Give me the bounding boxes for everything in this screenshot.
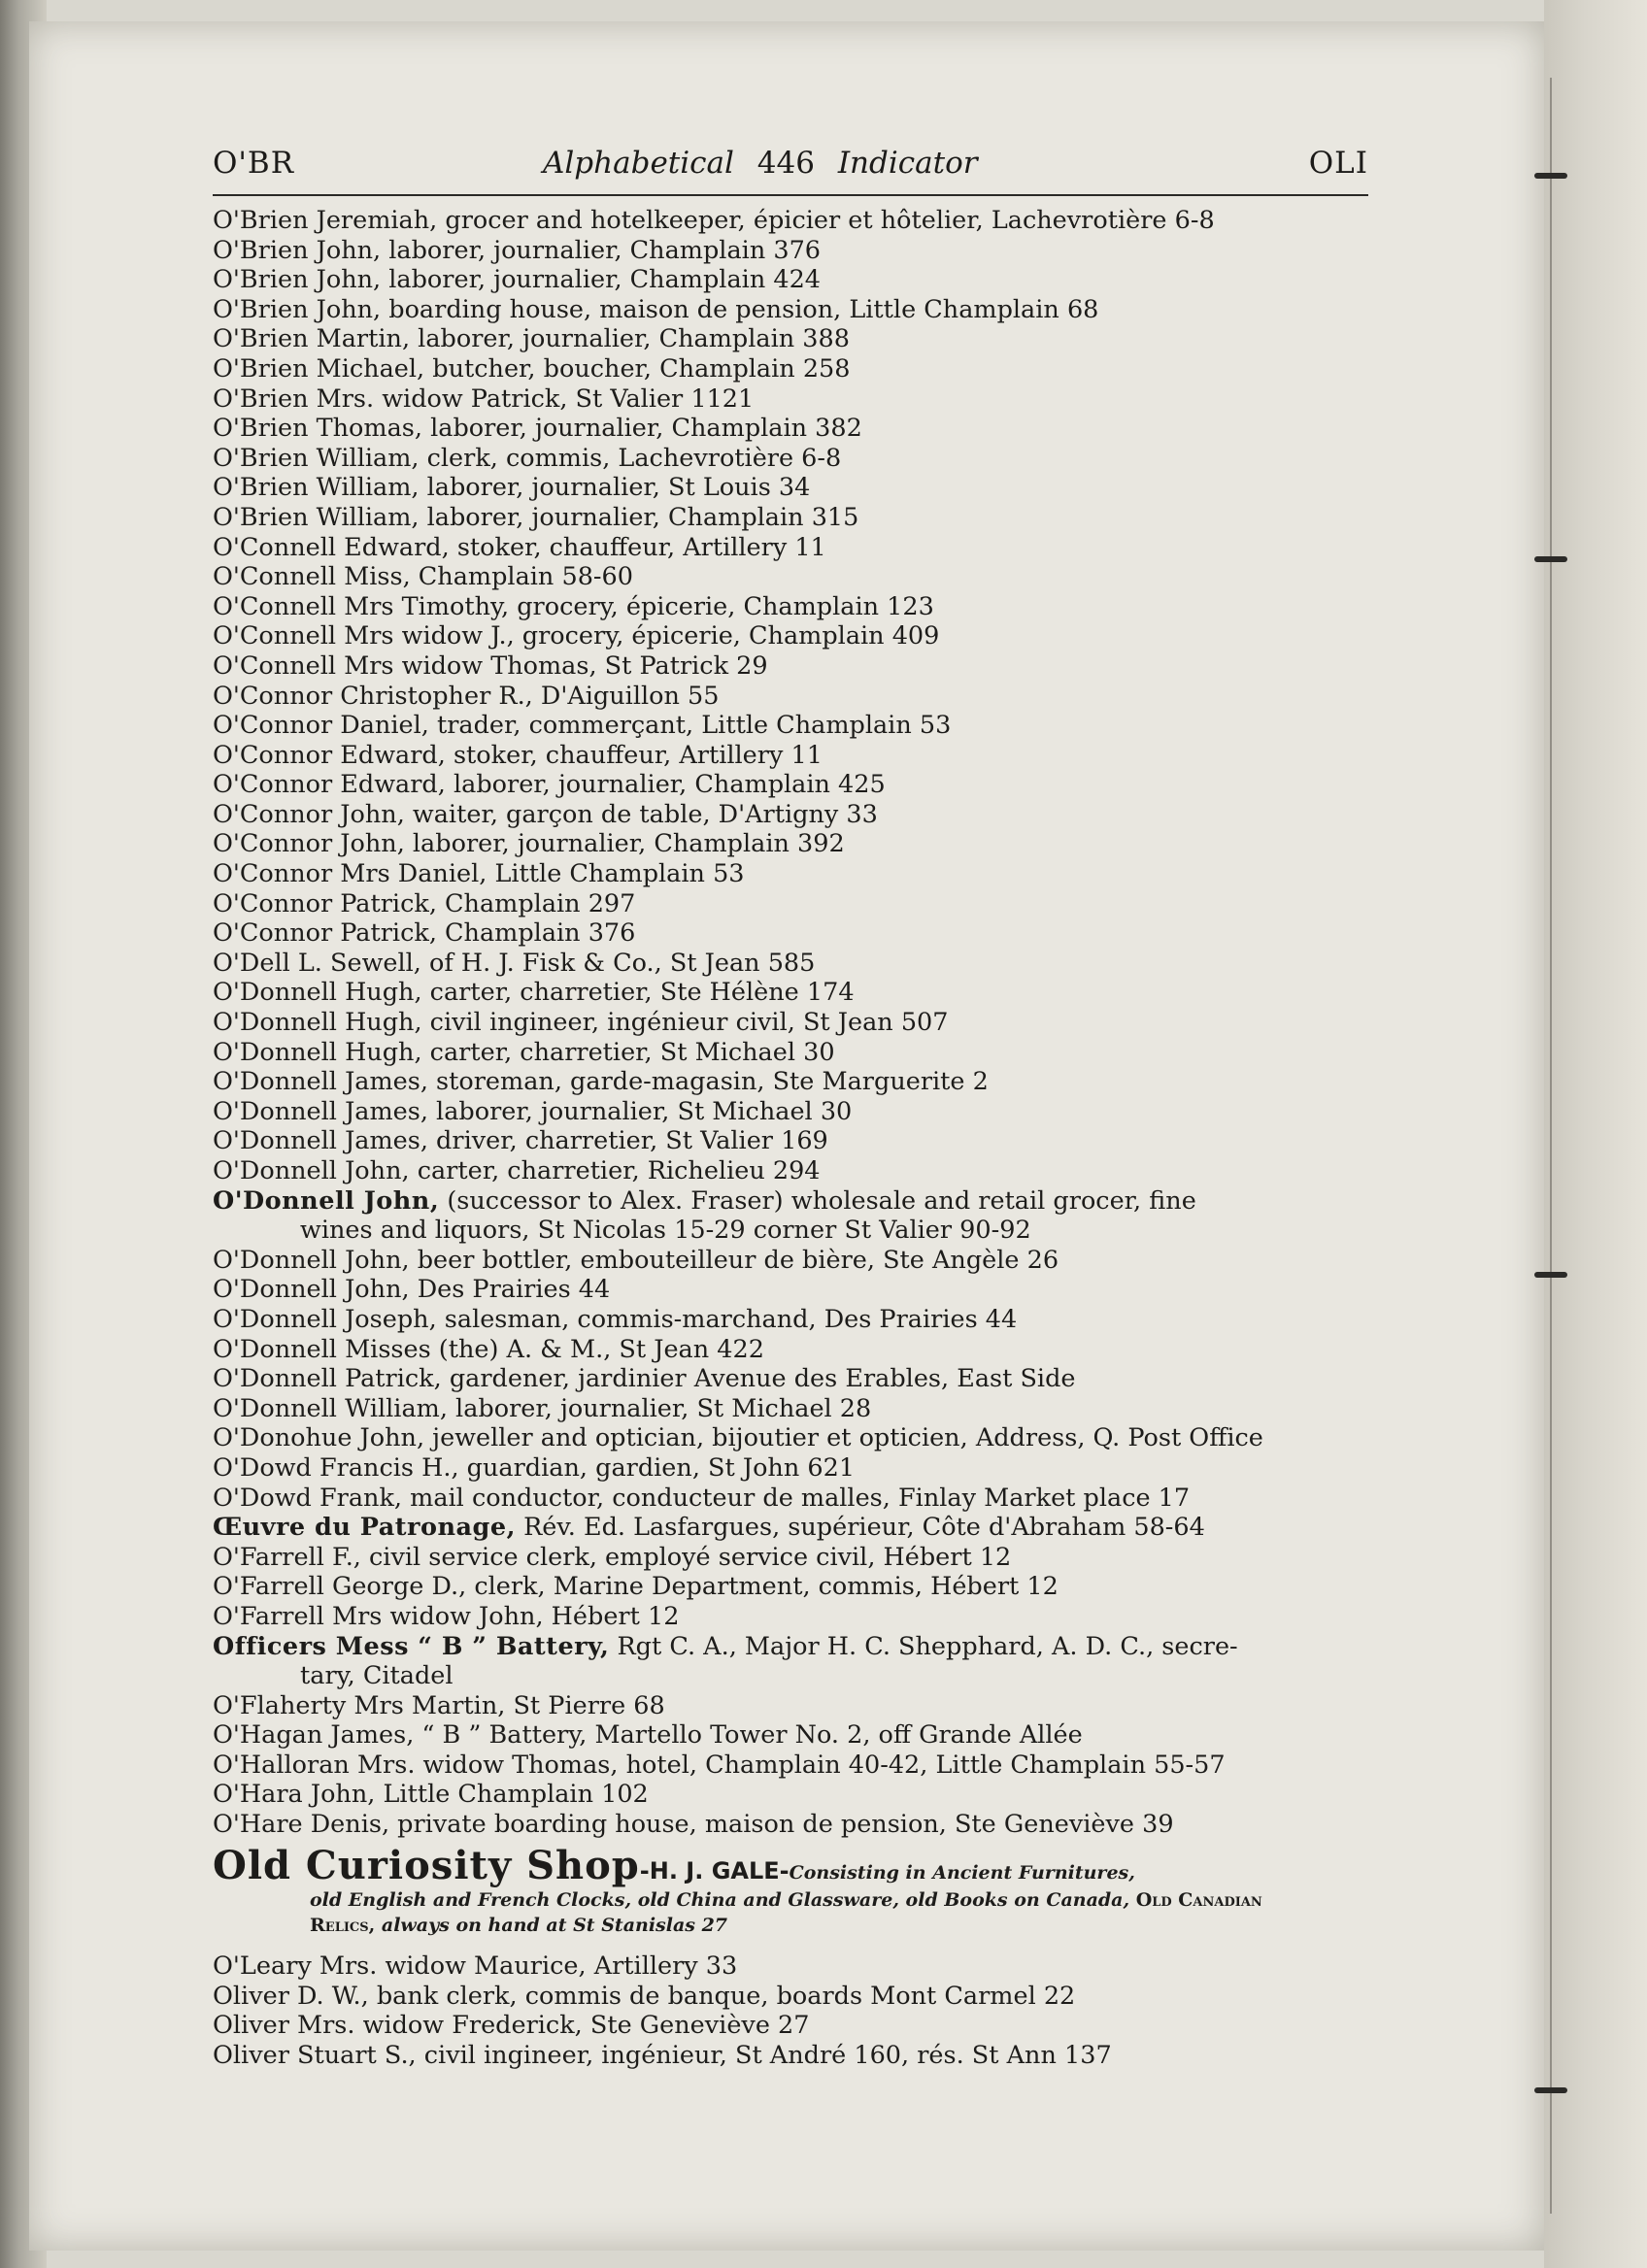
directory-entries — [213, 206, 1368, 2071]
header-rule — [213, 194, 1368, 196]
directory-entry: O'Donnell Hugh, carter, charretier, Ste Hélène 174 — [213, 978, 855, 1008]
header-title-2: Indicator — [837, 146, 978, 181]
directory-entry: O'Donnell James, laborer, journalier, St Michael 30 — [213, 1096, 853, 1126]
directory-entry: O'Brien William, laborer, journalier, Champlain 315 — [213, 502, 859, 532]
ad-title: Old Curiosity Shop — [213, 1842, 640, 1888]
directory-entry: O'Farrell Mrs widow John, Hébert 12 — [213, 1601, 680, 1631]
entry-list — [213, 206, 1368, 1186]
directory-entry: O'Connell Mrs widow J., grocery, épicerie, Champlain 409 — [213, 621, 940, 651]
binding-tick — [1534, 1272, 1567, 1278]
ad-line-2 — [213, 1887, 1368, 1913]
directory-entry: O'Donohue John, jeweller and optician, bijoutier et opticien, Address, Q. Post Office — [213, 1423, 1263, 1453]
directory-entry: O'Hagan James, “ B ” Battery, Martello Tower No. 2, off Grande Allée — [213, 1720, 1083, 1751]
directory-entry: O'Leary Mrs. widow Maurice, Artillery 33 — [213, 1951, 738, 1982]
bold-entry-text: Rgt C. A., Major H. C. Shepphard, A. D. C., secre- — [609, 1631, 1238, 1661]
directory-entry: O'Farrell F., civil service clerk, employé service civil, Hébert 12 — [213, 1542, 1012, 1572]
ad-proprietor: -H. J. GALE- — [639, 1856, 790, 1884]
directory-entry: O'Flaherty Mrs Martin, St Pierre 68 — [213, 1690, 665, 1720]
directory-entry: O'Donnell Patrick, gardener, jardinier Avenue des Erables, East Side — [213, 1364, 1076, 1394]
directory-entry: O'Brien Martin, laborer, journalier, Champlain 388 — [213, 324, 850, 354]
bold-entry-text: Rév. Ed. Lasfargues, supérieur, Côte d'Abraham 58-64 — [515, 1513, 1205, 1543]
directory-entry: O'Brien Jeremiah, grocer and hotelkeeper, épicier et hôtelier, Lachevrotière 6-8 — [213, 206, 1215, 235]
directory-entry: O'Connor Christopher R., D'Aiguillon 55 — [213, 681, 720, 711]
binding-tick — [1534, 173, 1567, 179]
header-right: OLI — [1308, 146, 1368, 181]
binding-stitch — [1550, 78, 1552, 2214]
ad-line-3-caps: Relics, — [310, 1915, 382, 1937]
directory-entry: Oliver Mrs. widow Frederick, Ste Geneviève 27 — [213, 2011, 810, 2041]
page-edge — [1544, 0, 1647, 2268]
directory-entry: O'Connell Mrs Timothy, grocery, épicerie, Champlain 123 — [213, 591, 934, 621]
directory-entry: Oliver Stuart S., civil ingineer, ingénieur, St André 160, rés. St Ann 137 — [213, 2041, 1112, 2071]
directory-entry: O'Connor Daniel, trader, commerçant, Little Champlain 53 — [213, 711, 952, 741]
bold-entry-officers-mess — [213, 1632, 1368, 1691]
directory-entry: O'Donnell William, laborer, journalier, St Michael 28 — [213, 1393, 872, 1423]
entry-list — [213, 1246, 1368, 1513]
directory-entry: O'Donnell James, storeman, garde-magasin, Ste Marguerite 2 — [213, 1067, 989, 1097]
directory-entry: O'Donnell John, carter, charretier, Richelieu 294 — [213, 1156, 821, 1185]
ad-line-3-text: always on hand at St Stanislas 27 — [381, 1915, 728, 1937]
directory-entry: O'Donnell Joseph, salesman, commis-marchand, Des Prairies 44 — [213, 1304, 1018, 1334]
entry-list — [213, 1543, 1368, 1632]
directory-entry: O'Donnell John, Des Prairies 44 — [213, 1275, 611, 1305]
bold-entry-continuation: wines and liquors, St Nicolas 15-29 corner St Valier 90-92 — [300, 1216, 1031, 1246]
directory-entry: O'Connor Edward, stoker, chauffeur, Artillery 11 — [213, 740, 823, 770]
directory-entry: O'Connor Mrs Daniel, Little Champlain 53 — [213, 859, 745, 889]
directory-entry: O'Brien John, boarding house, maison de pension, Little Champlain 68 — [213, 294, 1099, 324]
directory-entry: O'Brien John, laborer, journalier, Champlain 376 — [213, 235, 822, 265]
advertisement — [213, 1842, 1368, 1939]
page-header — [213, 146, 1368, 186]
directory-entry: O'Hare Denis, private boarding house, maison de pension, Ste Geneviève 39 — [213, 1810, 1174, 1840]
binding-tick — [1534, 556, 1567, 562]
directory-entry: O'Brien John, laborer, journalier, Champlain 424 — [213, 265, 822, 295]
bold-entry-name: Officers Mess “ B ” Battery, — [213, 1631, 610, 1661]
bold-entry-name: O'Donnell John, — [213, 1185, 440, 1216]
ad-headline — [213, 1842, 1368, 1888]
entry-list — [213, 1691, 1368, 1840]
directory-entry: O'Donnell John, beer bottler, embouteilleur de bière, Ste Angèle 26 — [213, 1245, 1059, 1275]
bold-entry-text: (successor to Alex. Fraser) wholesale and retail grocer, fine — [439, 1185, 1196, 1216]
directory-entry: O'Connor Patrick, Champlain 376 — [213, 918, 636, 949]
directory-entry: O'Connor Patrick, Champlain 297 — [213, 888, 636, 918]
bold-entry-oeuvre — [213, 1513, 1368, 1543]
directory-entry: O'Connor John, waiter, garçon de table, D'Artigny 33 — [213, 799, 878, 829]
ad-line-2-caps: Old Canadian — [1135, 1889, 1262, 1912]
directory-entry: O'Connell Miss, Champlain 58-60 — [213, 562, 633, 592]
directory-entry: O'Brien William, clerk, commis, Lachevrotière 6-8 — [213, 443, 842, 473]
directory-entry: Oliver D. W., bank clerk, commis de banque, boards Mont Carmel 22 — [213, 1981, 1076, 2011]
header-center — [543, 146, 978, 181]
directory-entry: O'Dowd Frank, mail conductor, conducteur de malles, Finlay Market place 17 — [213, 1483, 1191, 1513]
directory-entry: O'Connor Edward, laborer, journalier, Champlain 425 — [213, 770, 886, 800]
directory-entry: O'Brien Mrs. widow Patrick, St Valier 1121 — [213, 384, 755, 414]
directory-entry: O'Brien Thomas, laborer, journalier, Champlain 382 — [213, 414, 862, 444]
header-title-1: Alphabetical — [543, 146, 734, 181]
bold-entry-odonnell-john — [213, 1186, 1368, 1246]
directory-entry: O'Dowd Francis H., guardian, gardien, St John 621 — [213, 1452, 856, 1483]
ad-line-3 — [213, 1913, 1368, 1938]
directory-entry: O'Dell L. Sewell, of H. J. Fisk & Co., St Jean 585 — [213, 948, 816, 978]
entry-list — [213, 1951, 1368, 2070]
directory-entry: O'Connell Edward, stoker, chauffeur, Artillery 11 — [213, 532, 826, 562]
header-left: O'BR — [213, 146, 295, 181]
ad-line-2-text: old English and French Clocks, old China and Glassware, old Books on Canada, — [310, 1889, 1136, 1912]
directory-entry: O'Connor John, laborer, journalier, Champlain 392 — [213, 829, 845, 859]
directory-entry: O'Brien Michael, butcher, boucher, Champlain 258 — [213, 353, 851, 384]
directory-entry: O'Connell Mrs widow Thomas, St Patrick 29 — [213, 650, 768, 681]
directory-entry: O'Donnell Hugh, civil ingineer, ingénieur civil, St Jean 507 — [213, 1008, 949, 1038]
directory-entry: O'Farrell George D., clerk, Marine Department, commis, Hébert 12 — [213, 1572, 1059, 1602]
binding-tick — [1534, 2087, 1567, 2093]
page-number: 446 — [756, 146, 815, 181]
bold-entry-continuation: tary, Citadel — [300, 1661, 454, 1691]
directory-entry: O'Donnell Misses (the) A. & M., St Jean 422 — [213, 1334, 764, 1364]
directory-entry: O'Brien William, laborer, journalier, St Louis 34 — [213, 473, 811, 503]
directory-entry: O'Donnell James, driver, charretier, St Valier 169 — [213, 1126, 828, 1156]
directory-entry: O'Donnell Hugh, carter, charretier, St Michael 30 — [213, 1037, 835, 1067]
directory-entry: O'Halloran Mrs. widow Thomas, hotel, Champlain 40-42, Little Champlain 55-57 — [213, 1750, 1226, 1780]
bold-entry-name: Œuvre du Patronage, — [213, 1513, 516, 1543]
directory-entry: O'Hara John, Little Champlain 102 — [213, 1780, 649, 1810]
ad-description: Consisting in Ancient Furnitures, — [789, 1861, 1135, 1884]
